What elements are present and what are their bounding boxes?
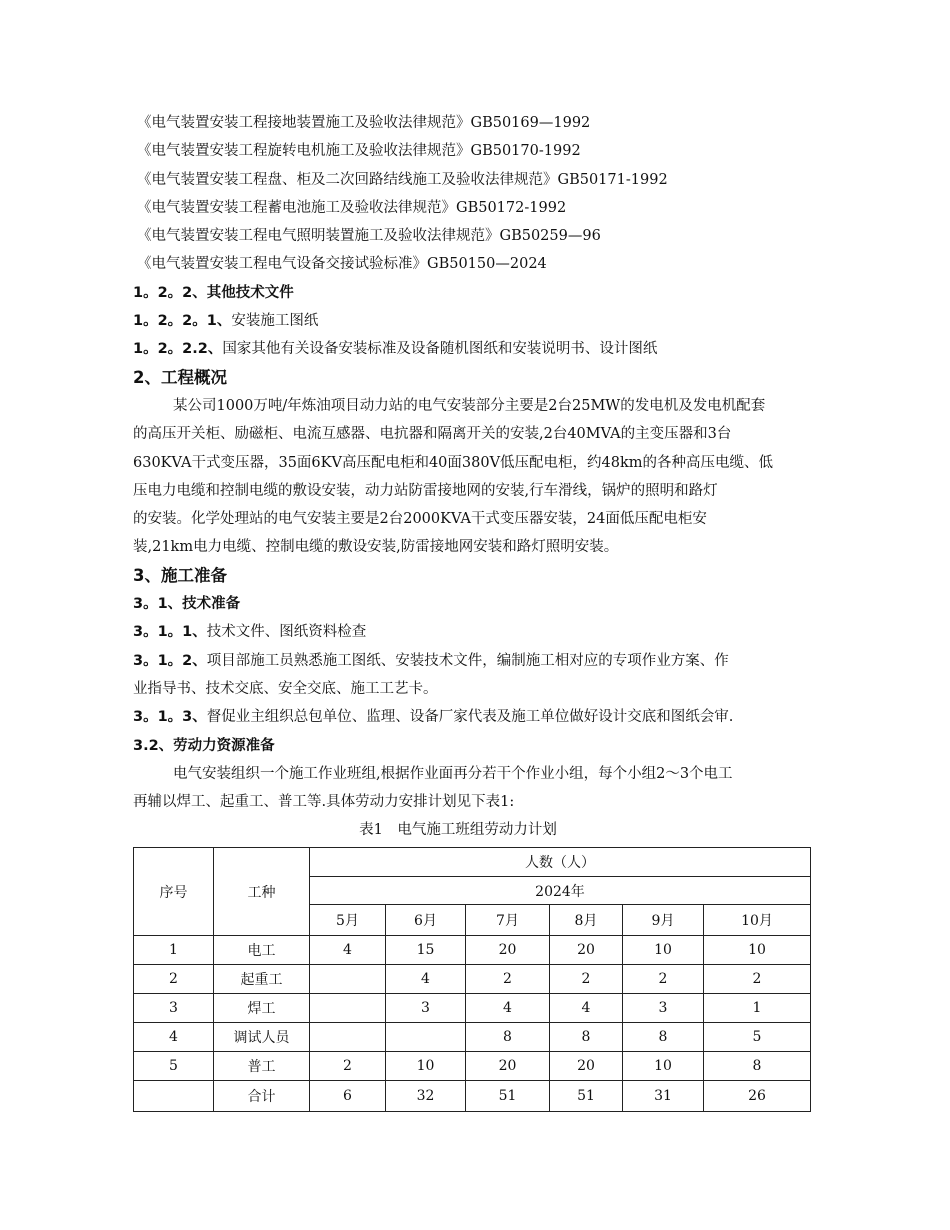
section-heading: 3.2、劳动力资源准备: [133, 737, 275, 754]
cell-count: 1: [704, 994, 811, 1023]
item-number: 1。2。2。1、: [133, 313, 232, 330]
paragraph-line: 630KVA干式变压器，35面6KV高压配电柜和40面380V低压配电柜，约48km的各种高压电缆、低: [133, 454, 774, 471]
cell-count: [386, 1023, 466, 1052]
cell-count: 2: [310, 1052, 386, 1081]
cell-count: 15: [386, 936, 466, 965]
cell-count: 20: [466, 936, 550, 965]
list-item: [133, 618, 823, 646]
paragraph-line: 的高压开关柜、励磁柜、电流互感器、电抗器和隔离开关的安装,2台40MVA的主变压器和3台: [133, 426, 732, 443]
cell-count: 20: [550, 936, 623, 965]
cell-count: 8: [623, 1023, 704, 1052]
header-month: 7月: [466, 905, 550, 936]
cell-count: 10: [623, 1052, 704, 1081]
cell-count: 51: [550, 1081, 623, 1112]
header-month: 5月: [310, 905, 386, 936]
cell-count: 31: [623, 1081, 704, 1112]
item-text: 技术文件、图纸资料检查: [206, 624, 367, 641]
item-text: 国家其他有关设备安装标准及设备随机图纸和安装说明书、设计图纸: [222, 341, 658, 358]
header-no: 序号: [134, 848, 214, 936]
paragraph-line: 装,21km电力电缆、控制电缆的敷设安装,防雷接地网安装和路灯照明安装。: [133, 539, 619, 556]
cell-type: 焊工: [214, 994, 310, 1023]
paragraph-line: 电气安装组织一个施工作业班组,根据作业面再分若干个作业小组，每个小组2～3个电工: [173, 765, 733, 782]
cell-count: 10: [704, 936, 811, 965]
table-row: [134, 1081, 811, 1112]
cell-count: 20: [466, 1052, 550, 1081]
header-month: 8月: [550, 905, 623, 936]
table-row: [134, 994, 811, 1023]
cell-count: 51: [466, 1081, 550, 1112]
section-heading: 2、工程概况: [133, 367, 227, 387]
list-item: [133, 647, 823, 675]
cell-no: 2: [134, 965, 214, 994]
cell-count: [310, 1023, 386, 1052]
cell-type: 普工: [214, 1052, 310, 1081]
cell-count: 3: [623, 994, 704, 1023]
list-item: [133, 703, 823, 731]
item-text: 安装施工图纸: [231, 313, 319, 330]
cell-count: 2: [550, 965, 623, 994]
reference-line: 《电气装置安装工程电气照明装置施工及验收法律规范》GB50259—96: [137, 228, 601, 245]
reference-line: 《电气装置安装工程接地装置施工及验收法律规范》GB50169—1992: [137, 115, 591, 131]
table-row: [134, 1052, 811, 1081]
table-row: [134, 965, 811, 994]
labor-plan-table: [133, 847, 811, 1112]
cell-count: 3: [386, 994, 466, 1023]
reference-line: 《电气装置安装工程蓄电池施工及验收法律规范》GB50172-1992: [137, 199, 567, 216]
cell-type: 调试人员: [214, 1023, 310, 1052]
table-row: [134, 936, 811, 965]
cell-count: 8: [466, 1023, 550, 1052]
cell-count: 4: [550, 994, 623, 1023]
table-row: [134, 1023, 811, 1052]
cell-type: 电工: [214, 936, 310, 965]
cell-count: 20: [550, 1052, 623, 1081]
item-number: 1。2。2.2、: [133, 341, 223, 358]
paragraph-line: 业指导书、技术交底、安全交底、施工工艺卡。: [133, 680, 438, 697]
item-number: 3。1。2、: [133, 652, 207, 669]
section-heading: 3、施工准备: [133, 565, 227, 585]
list-item: [133, 335, 823, 363]
paragraph-line: 压电力电缆和控制电缆的敷设安装，动力站防雷接地网的安装,行车滑线，锅炉的照明和路灯: [133, 482, 718, 499]
item-text: 项目部施工员熟悉施工图纸、安装技术文件，编制施工相对应的专项作业方案、作: [206, 652, 729, 669]
cell-count: [310, 994, 386, 1023]
cell-count: 10: [623, 936, 704, 965]
section-heading: 1。2。2、其他技术文件: [133, 284, 294, 301]
cell-count: 10: [386, 1052, 466, 1081]
cell-count: 6: [310, 1081, 386, 1112]
reference-line: 《电气装置安装工程盘、柜及二次回路结线施工及验收法律规范》GB50171-1992: [137, 171, 668, 188]
cell-count: 2: [704, 965, 811, 994]
cell-type: 合计: [214, 1081, 310, 1112]
cell-no: 1: [134, 936, 214, 965]
cell-count: 26: [704, 1081, 811, 1112]
cell-count: 4: [386, 965, 466, 994]
header-month: 10月: [704, 905, 811, 936]
header-month: 9月: [623, 905, 704, 936]
paragraph-line: 再辅以焊工、起重工、普工等.具体劳动力安排计划见下表1:: [133, 794, 515, 811]
item-number: 3。1。1、: [133, 624, 207, 641]
paragraph-line: 某公司1000万吨/年炼油项目动力站的电气安装部分主要是2台25MW的发电机及发电机配套: [173, 397, 766, 414]
table-caption: 表1 电气施工班组劳动力计划: [359, 822, 557, 839]
cell-count: 4: [466, 994, 550, 1023]
cell-type: 起重工: [214, 965, 310, 994]
cell-count: 2: [466, 965, 550, 994]
cell-count: [310, 965, 386, 994]
cell-no: 3: [134, 994, 214, 1023]
paragraph-line: 的安装。化学处理站的电气安装主要是2台2000KVA干式变压器安装，24面低压配电柜安: [133, 511, 707, 528]
reference-line: 《电气装置安装工程电气设备交接试验标准》GB50150—2024: [137, 256, 547, 273]
cell-count: 8: [704, 1052, 811, 1081]
reference-line: 《电气装置安装工程旋转电机施工及验收法律规范》GB50170-1992: [137, 143, 581, 160]
cell-count: 2: [623, 965, 704, 994]
header-month: 6月: [386, 905, 466, 936]
section-heading: 3。1、技术准备: [133, 596, 241, 613]
cell-count: 4: [310, 936, 386, 965]
item-number: 3。1。3、: [133, 709, 207, 726]
header-people: 人数（人）: [310, 848, 811, 877]
cell-no: 5: [134, 1052, 214, 1081]
cell-count: 5: [704, 1023, 811, 1052]
header-type: 工种: [214, 848, 310, 936]
cell-count: 8: [550, 1023, 623, 1052]
item-text: 督促业主组织总包单位、监理、设备厂家代表及施工单位做好设计交底和图纸会审.: [206, 709, 734, 726]
list-item: [133, 307, 823, 335]
header-year: 2024年: [310, 877, 811, 905]
cell-no: [134, 1081, 214, 1112]
cell-count: 32: [386, 1081, 466, 1112]
cell-no: 4: [134, 1023, 214, 1052]
